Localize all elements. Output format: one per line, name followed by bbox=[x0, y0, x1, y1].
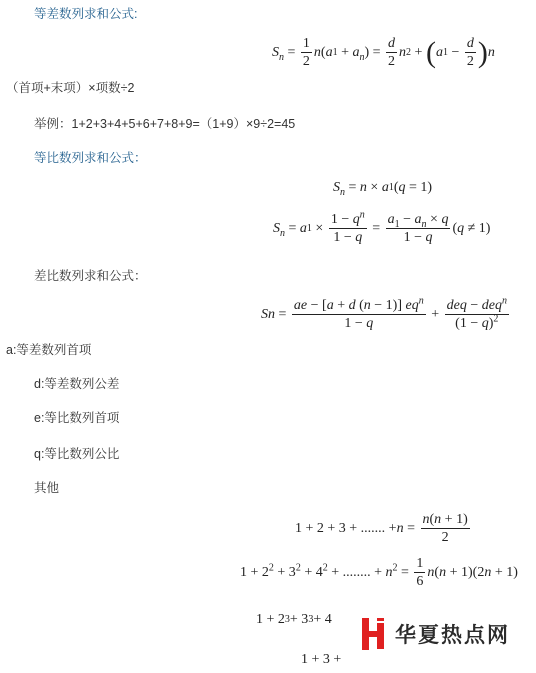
definition-other: 其他 bbox=[34, 481, 60, 495]
arith-title: 等差数列求和公式: bbox=[34, 7, 138, 21]
definition-q: q:等比数列公比 bbox=[34, 447, 120, 461]
geom-sum-q1-formula: $S_n$ = n × a 1 ( q = 1) bbox=[333, 180, 433, 198]
definition-e: e:等比数列首项 bbox=[34, 411, 120, 425]
mixed-sum-formula: Sn = $\frac{ae - [a + d (n - 1)] eq^n}{1 - q}$ + $\frac{deq - deq^n}{(1 - q)^2}$ bbox=[261, 295, 507, 331]
geom-title: 等比数列求和公式： bbox=[34, 151, 147, 165]
sum-of-odds-formula-partial: 1 + 3 + bbox=[301, 652, 342, 667]
watermark-text: 华夏热点网 bbox=[395, 623, 510, 647]
definition-d: d:等差数列公差 bbox=[34, 377, 120, 391]
sum-of-cubes-formula-partial: 1 + 2 3 + 3 3 + 4 bbox=[256, 612, 332, 627]
arith-sum-formula: $S_n$ = $\frac{1}{2}$ n ( a 1 + $a_n$ ) = $\frac{d}{2}$ n 2 + ( a 1 − $\frac{d}{2}$ ) n bbox=[272, 35, 495, 69]
arith-note: （首项+末项）×项数÷2 bbox=[6, 81, 135, 95]
definition-a: a:等差数列首项 bbox=[6, 343, 92, 357]
sum-of-squares-formula: $1 + 2^2 + 3^2 + 4^2$ + ........ + $n^2$ = $\frac{1}{6}$ n(n + 1)(2n + 1) bbox=[240, 556, 518, 586]
mixed-title: 差比数列求和公式： bbox=[34, 269, 147, 283]
sum-of-integers-formula: 1 + 2 + 3 + ....... + n = $\frac{n(n + 1)}{2}$ bbox=[295, 512, 468, 545]
geom-sum-formula: $S_n$ = a 1 × $\frac{1 - q^n}{1 - q}$ = $\frac{a_1 - a_n \times q}{1 - q}$ ( q ≠ 1) bbox=[273, 209, 491, 245]
watermark-logo-icon bbox=[361, 617, 387, 651]
watermark bbox=[353, 612, 536, 656]
arith-example: 举例：1+2+3+4+5+6+7+8+9=（1+9）×9÷2=45 bbox=[34, 117, 296, 131]
